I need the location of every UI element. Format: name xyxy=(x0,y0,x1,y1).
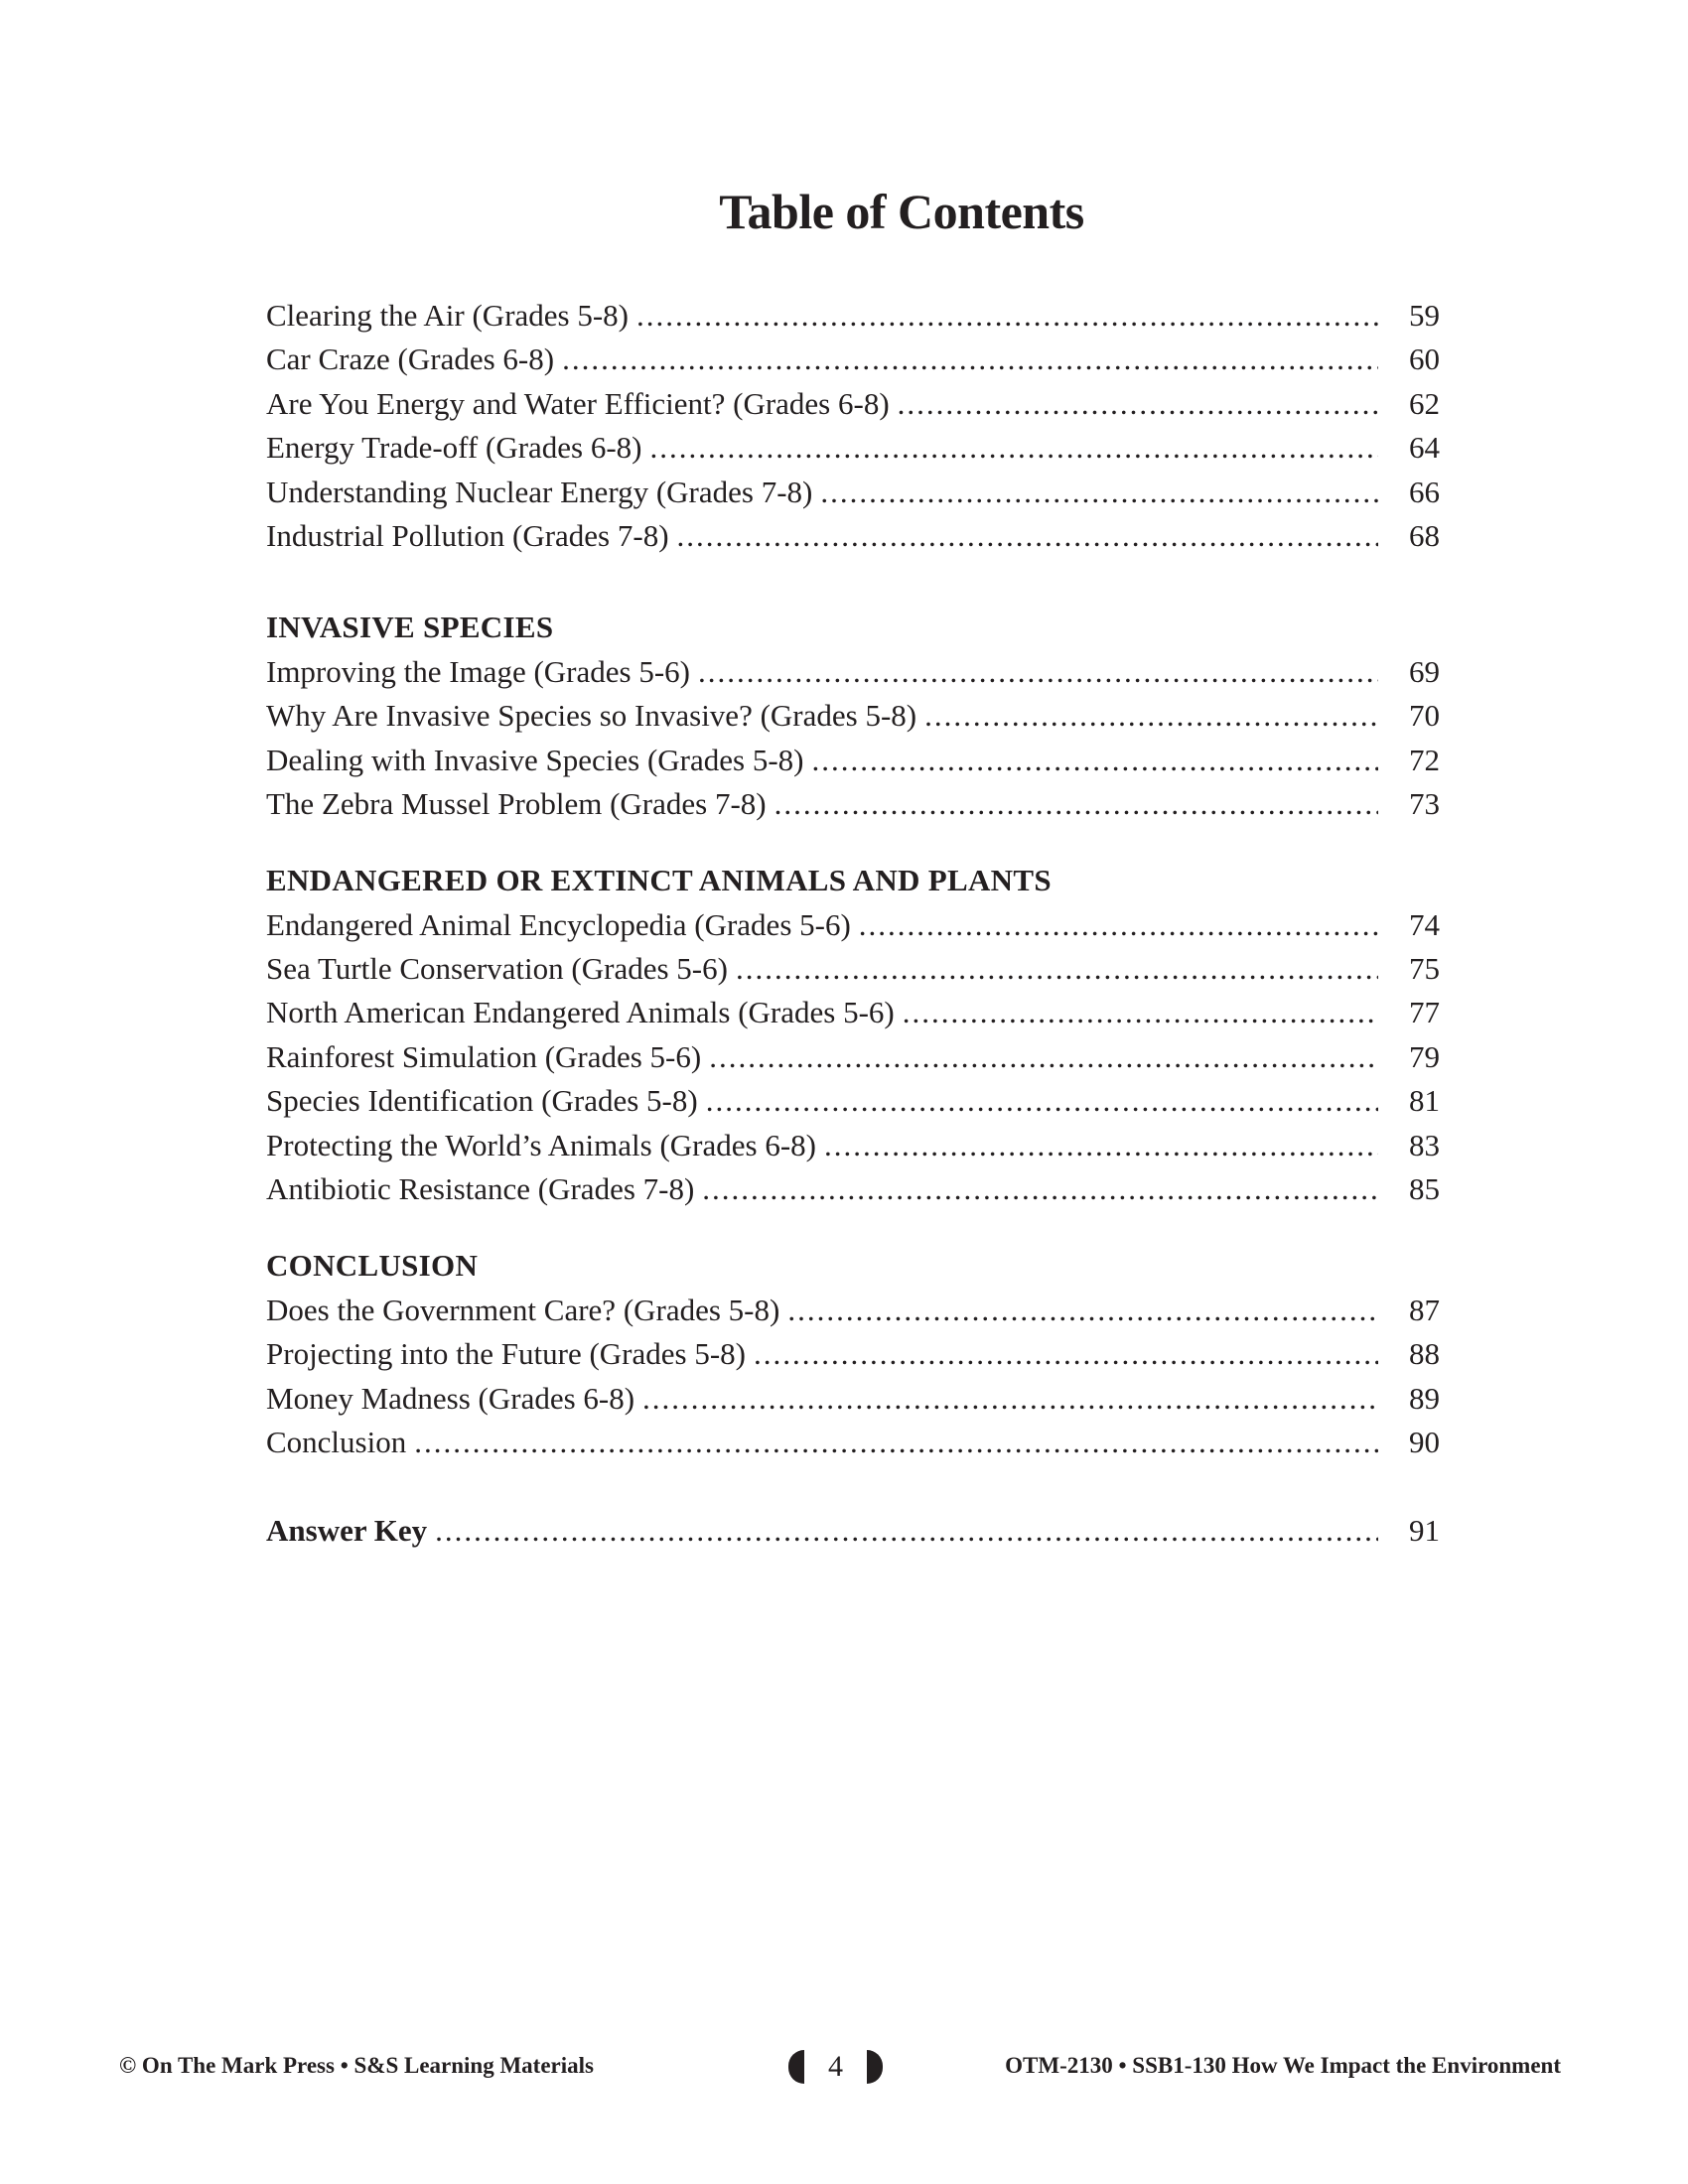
dot-leader xyxy=(774,782,1378,826)
toc-entry-label: Industrial Pollution (Grades 7-8) xyxy=(266,517,669,553)
dot-leader xyxy=(824,1124,1378,1167)
toc-entry-label: Endangered Animal Encyclopedia (Grades 5-6) xyxy=(266,906,851,942)
toc-entry-page: 77 xyxy=(1409,995,1440,1030)
toc-entry xyxy=(266,426,1440,470)
toc-entry-page: 87 xyxy=(1409,1292,1440,1327)
dot-leader xyxy=(650,426,1378,470)
section-spacer xyxy=(266,1464,1440,1509)
dot-leader xyxy=(677,514,1378,558)
toc-entry-page: 74 xyxy=(1409,906,1440,942)
toc-entry-page: 59 xyxy=(1409,298,1440,333)
dot-leader xyxy=(820,471,1378,514)
toc-entry-page: 83 xyxy=(1409,1127,1440,1162)
toc-entry xyxy=(266,471,1440,514)
dot-leader xyxy=(898,382,1378,426)
toc-entry-label: Why Are Invasive Species so Invasive? (Grades 5-8) xyxy=(266,698,917,734)
toc-entry-label: Dealing with Invasive Species (Grades 5-8) xyxy=(266,742,804,777)
toc-entry-page: 62 xyxy=(1409,385,1440,421)
toc-entry-page: 66 xyxy=(1409,474,1440,509)
footer-page-number: 4 xyxy=(828,2050,843,2083)
toc-entry-label: Energy Trade-off (Grades 6-8) xyxy=(266,430,642,466)
toc-entry-label: Money Madness (Grades 6-8) xyxy=(266,1380,635,1416)
section-heading: INVASIVE SPECIES xyxy=(266,610,554,645)
right-half-circle-icon xyxy=(867,2050,883,2084)
toc-entry-label: Species Identification (Grades 5-8) xyxy=(266,1083,698,1119)
toc-entry-label: Projecting into the Future (Grades 5-8) xyxy=(266,1336,746,1372)
dot-leader xyxy=(903,991,1378,1034)
toc-entry-page: 79 xyxy=(1409,1038,1440,1074)
dot-leader xyxy=(698,650,1378,694)
toc-entry-label: Understanding Nuclear Energy (Grades 7-8) xyxy=(266,474,813,509)
toc-entry xyxy=(266,739,1440,782)
toc-entry xyxy=(266,1421,1440,1464)
toc-entry-page: 81 xyxy=(1409,1083,1440,1119)
toc-entry xyxy=(266,1377,1440,1421)
toc-entry xyxy=(266,1035,1440,1079)
dot-leader xyxy=(736,947,1378,991)
toc-entry-label: The Zebra Mussel Problem (Grades 7-8) xyxy=(266,785,767,821)
page-title: Table of Contents xyxy=(719,184,1084,239)
toc-entry-label: Antibiotic Resistance (Grades 7-8) xyxy=(266,1171,695,1207)
toc-entry-label: Rainforest Simulation (Grades 5-6) xyxy=(266,1038,702,1074)
toc-entry-label: Clearing the Air (Grades 5-8) xyxy=(266,298,629,333)
toc-entry-page: 68 xyxy=(1409,517,1440,553)
section-heading: CONCLUSION xyxy=(266,1248,479,1284)
toc-entry xyxy=(266,1124,1440,1167)
toc-entry-label: North American Endangered Animals (Grades 5-6) xyxy=(266,995,895,1030)
toc-entry-page: 75 xyxy=(1409,951,1440,987)
toc-entry-label: Improving the Image (Grades 5-6) xyxy=(266,653,690,689)
toc-entry-label: Protecting the World’s Animals (Grades 6-8) xyxy=(266,1127,816,1162)
page-footer xyxy=(119,2047,1561,2087)
toc-entry xyxy=(266,294,1440,338)
toc-entry xyxy=(266,1079,1440,1123)
toc-entry xyxy=(266,650,1440,694)
toc-entry xyxy=(266,694,1440,738)
answer-key-label: Answer Key xyxy=(266,1513,428,1549)
toc-entry xyxy=(266,514,1440,558)
section-heading: ENDANGERED OR EXTINCT ANIMALS AND PLANTS xyxy=(266,863,1052,898)
dot-leader xyxy=(642,1377,1378,1421)
footer-page-indicator xyxy=(788,2047,883,2087)
dot-leader xyxy=(709,1035,1378,1079)
toc-entry xyxy=(266,947,1440,991)
toc-entry xyxy=(266,1289,1440,1332)
footer-book-title: OTM-2130 • SSB1-130 How We Impact the Environment xyxy=(1005,2053,1561,2078)
answer-key-page: 91 xyxy=(1409,1513,1440,1549)
section-spacer xyxy=(266,826,1440,859)
left-half-circle-icon xyxy=(788,2050,804,2084)
section-spacer xyxy=(266,1211,1440,1244)
table-of-contents xyxy=(266,294,1440,1554)
toc-entry-page: 70 xyxy=(1409,698,1440,734)
dot-leader xyxy=(811,739,1378,782)
toc-entry-page: 90 xyxy=(1409,1424,1440,1459)
toc-entry-page: 60 xyxy=(1409,341,1440,377)
toc-entry-page: 89 xyxy=(1409,1380,1440,1416)
dot-leader xyxy=(706,1079,1378,1123)
dot-leader xyxy=(787,1289,1378,1332)
toc-entry-label: Car Craze (Grades 6-8) xyxy=(266,341,555,377)
dot-leader xyxy=(859,903,1378,947)
toc-entry xyxy=(266,382,1440,426)
toc-entry-page: 72 xyxy=(1409,742,1440,777)
toc-entry-page: 64 xyxy=(1409,430,1440,466)
dot-leader xyxy=(702,1167,1378,1211)
toc-entry-page: 88 xyxy=(1409,1336,1440,1372)
toc-entry-label: Does the Government Care? (Grades 5-8) xyxy=(266,1292,780,1327)
footer-publisher: © On The Mark Press • S&S Learning Materials xyxy=(119,2053,594,2078)
toc-entry xyxy=(266,1167,1440,1211)
toc-entry xyxy=(266,782,1440,826)
toc-entry xyxy=(266,991,1440,1034)
dot-leader xyxy=(562,338,1378,381)
section-spacer xyxy=(266,558,1440,606)
dot-leader xyxy=(754,1332,1378,1376)
dot-leader xyxy=(414,1421,1378,1464)
answer-key-entry xyxy=(266,1509,1440,1553)
toc-entry-label: Conclusion xyxy=(266,1424,407,1459)
toc-entry-label: Sea Turtle Conservation (Grades 5-6) xyxy=(266,951,728,987)
dot-leader xyxy=(435,1509,1378,1553)
toc-entry xyxy=(266,338,1440,381)
toc-entry-label: Are You Energy and Water Efficient? (Grades 6-8) xyxy=(266,385,890,421)
toc-entry xyxy=(266,903,1440,947)
dot-leader xyxy=(924,694,1378,738)
toc-entry xyxy=(266,1332,1440,1376)
toc-entry-page: 73 xyxy=(1409,785,1440,821)
toc-entry-page: 85 xyxy=(1409,1171,1440,1207)
dot-leader xyxy=(636,294,1378,338)
toc-entry-page: 69 xyxy=(1409,653,1440,689)
